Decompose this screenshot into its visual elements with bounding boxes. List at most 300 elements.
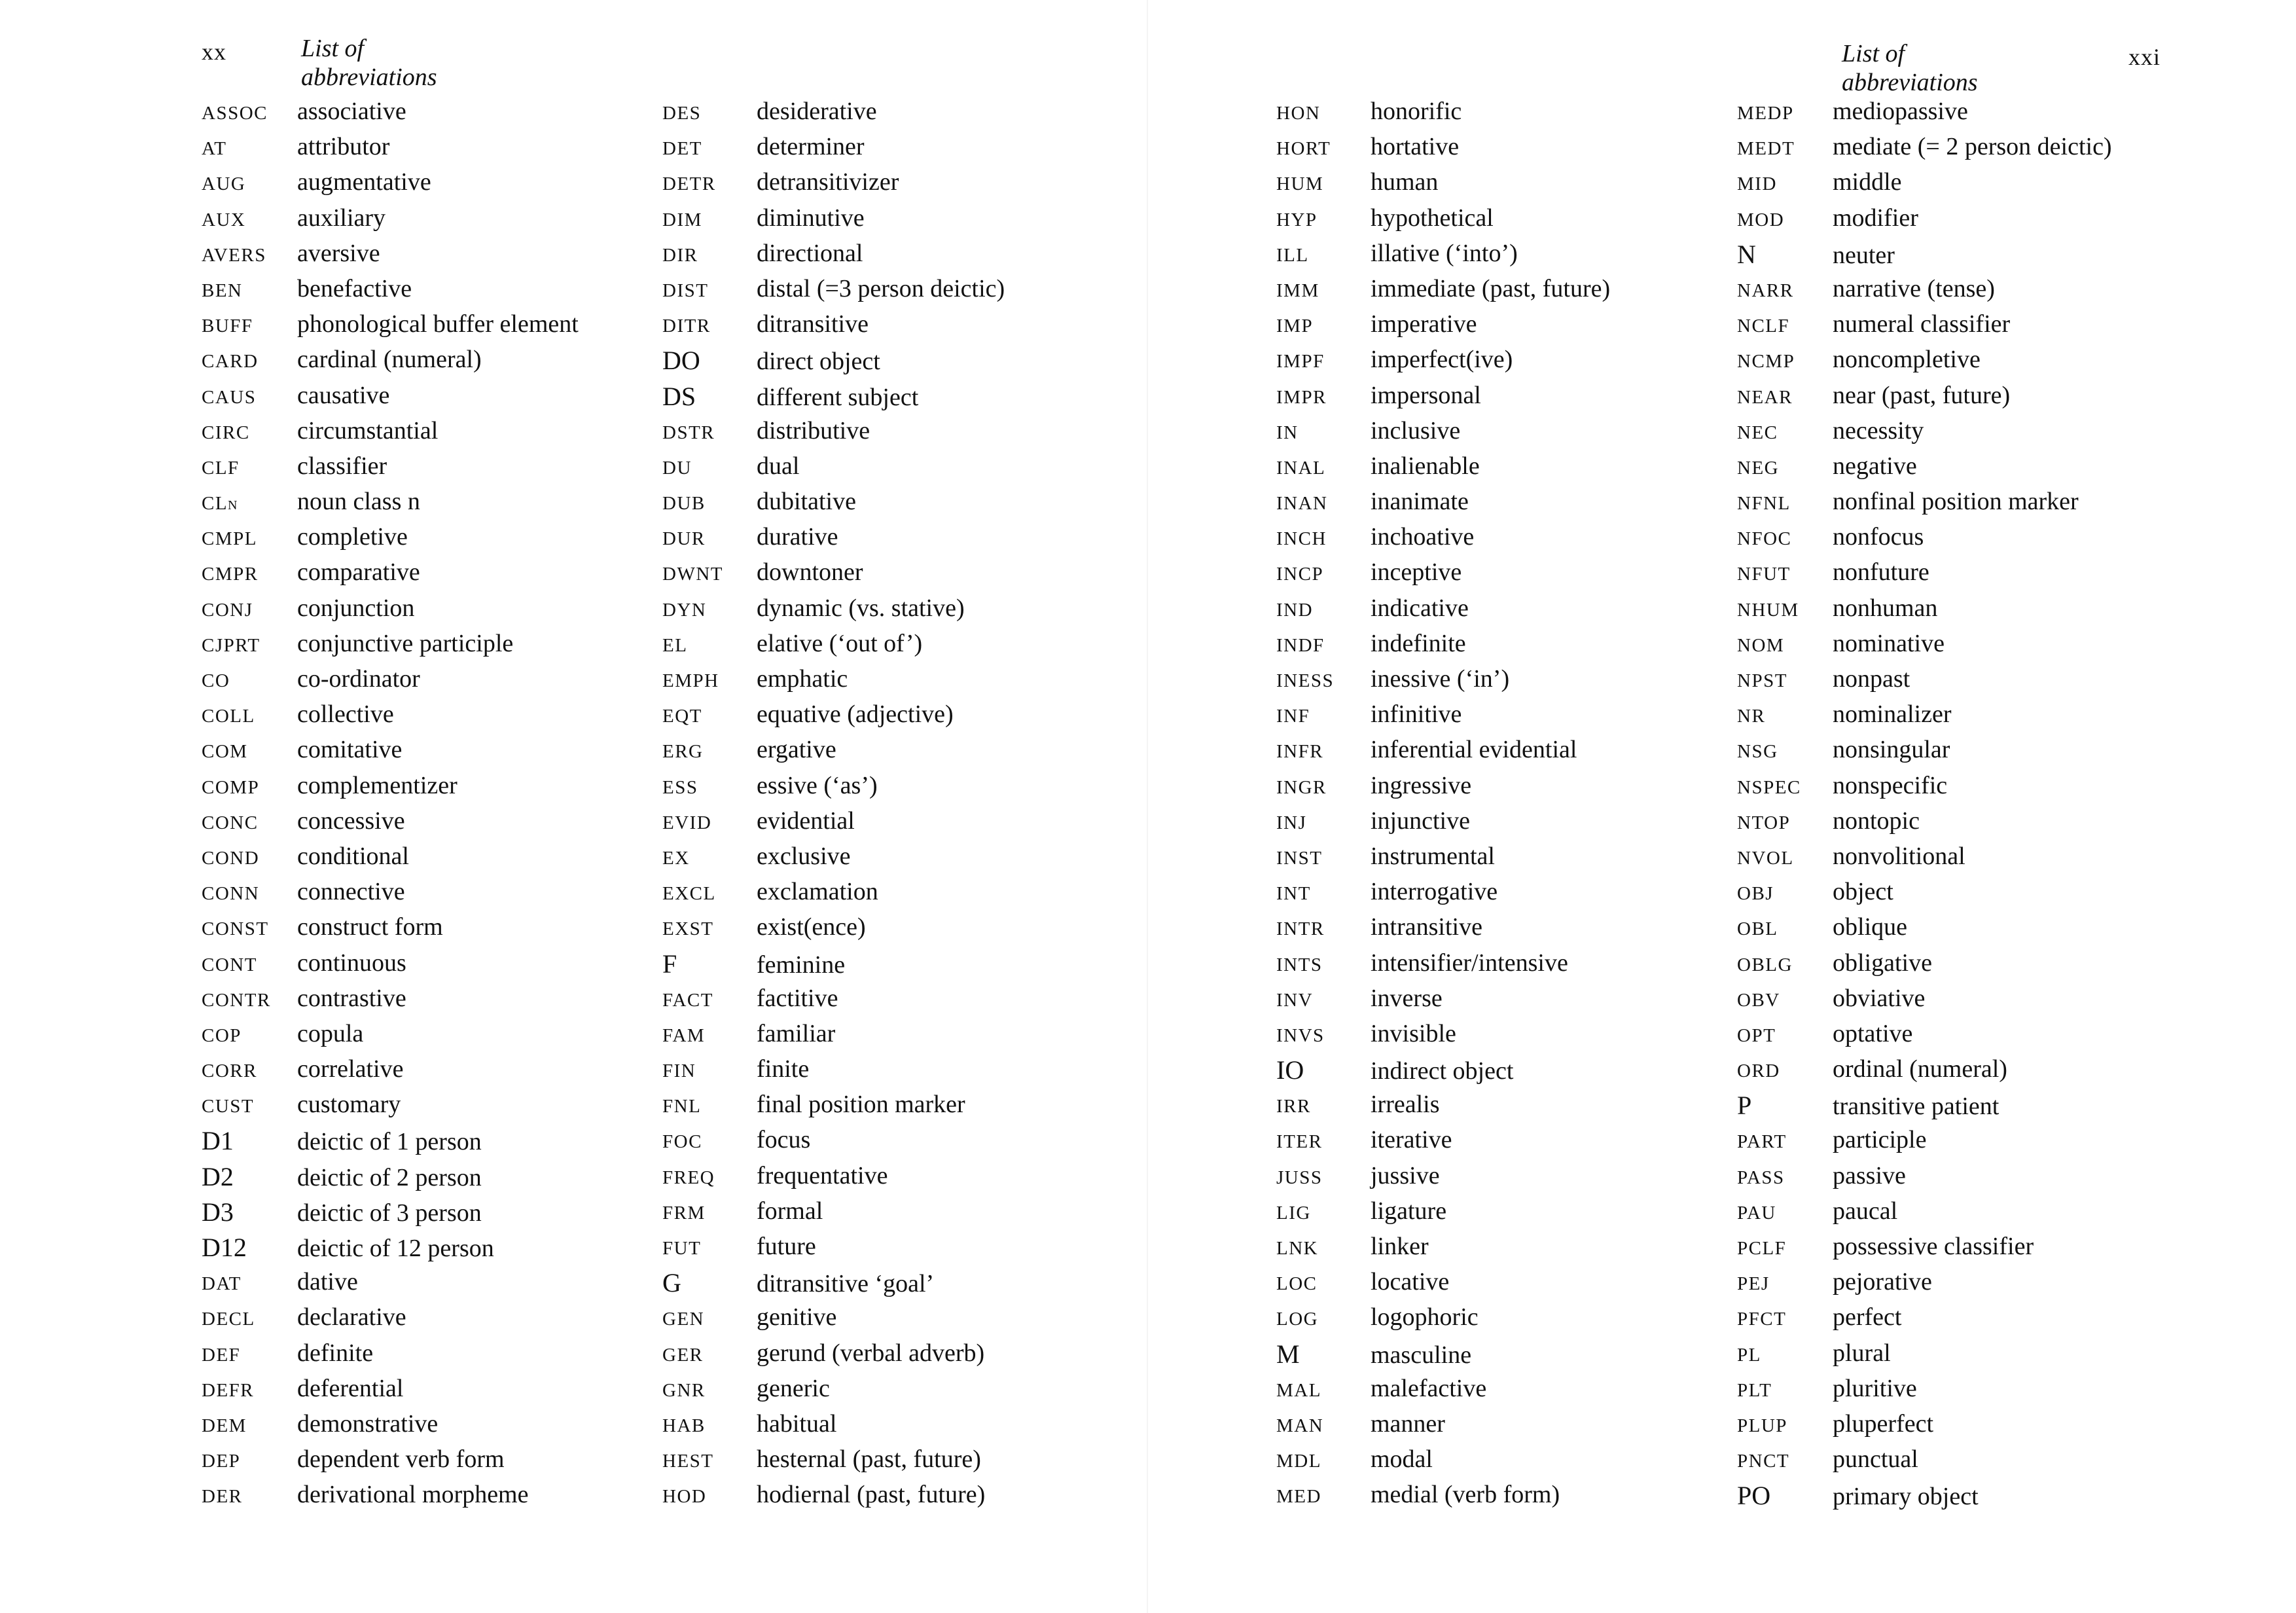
gloss: ergative (757, 736, 836, 764)
gloss: neuter (1833, 241, 1895, 269)
abbreviation: MDL (1276, 1451, 1321, 1472)
abbreviation: DWNT (662, 564, 723, 585)
abbreviation: FAM (662, 1024, 706, 1046)
gloss: hypothetical (1371, 204, 1494, 232)
gloss: middle (1833, 168, 1902, 196)
gloss: construct form (297, 913, 443, 941)
abbreviation: NVOL (1737, 847, 1794, 869)
gloss: indicative (1371, 594, 1469, 622)
gloss: obviative (1833, 984, 1926, 1012)
abbreviation: DEF (202, 1344, 241, 1366)
abbreviation-entry (1276, 239, 1610, 274)
gloss: hodiernal (past, future) (757, 1481, 986, 1509)
abbreviation-entry (662, 239, 1005, 274)
gloss: direct object (757, 348, 880, 376)
gloss: dual (757, 452, 800, 480)
gloss: pluperfect (1833, 1409, 1934, 1438)
abbreviation-entry (1737, 735, 2112, 770)
abbreviation: AVERS (202, 244, 266, 266)
abbreviation-entry (1737, 806, 2112, 842)
gloss: imperative (1371, 310, 1477, 338)
gloss: manner (1371, 1409, 1445, 1438)
abbreviation-entry (662, 949, 1005, 984)
abbreviation-entry (662, 1339, 1005, 1374)
gloss: conjunctive participle (297, 629, 514, 657)
abbreviation: INT (1276, 883, 1311, 905)
abbreviation: LOG (1276, 1309, 1319, 1330)
abbreviation: CONST (202, 918, 269, 940)
abbreviation: P (1737, 1091, 1752, 1121)
abbreviation-entry (202, 806, 579, 842)
abbreviation: DYN (662, 599, 707, 621)
abbreviation-entry (1276, 1232, 1610, 1267)
gloss: malefactive (1371, 1374, 1487, 1402)
abbreviation-entry (1737, 1445, 2112, 1480)
gloss: familiar (757, 1019, 836, 1047)
gloss: declarative (297, 1303, 406, 1332)
abbreviation-entry (1276, 168, 1610, 203)
abbreviation-entry (662, 522, 1005, 558)
gloss: dative (297, 1268, 358, 1296)
abbreviation: INF (1276, 706, 1310, 727)
abbreviation: PLUP (1737, 1415, 1787, 1436)
abbreviation-entry (662, 168, 1005, 203)
abbreviation-entry (202, 1197, 579, 1232)
abbreviation-entry (202, 771, 579, 806)
abbreviation-entry (1737, 1197, 2112, 1232)
abbreviation-entry (1276, 1339, 1610, 1374)
abbreviation: INCP (1276, 564, 1324, 585)
abbreviation: NCLF (1737, 316, 1790, 337)
abbreviation: OPT (1737, 1024, 1776, 1046)
abbreviation: DEM (202, 1415, 247, 1436)
gloss: nontopic (1833, 806, 1920, 835)
abbreviation: HEST (662, 1451, 714, 1472)
abbreviation: PASS (1737, 1167, 1785, 1188)
gloss: intensifier/intensive (1371, 949, 1568, 977)
abbreviation: D3 (202, 1197, 234, 1227)
gloss: possessive classifier (1833, 1233, 2034, 1260)
abbreviation: M (1276, 1339, 1300, 1369)
gloss: diminutive (757, 204, 865, 232)
abbreviation-entry (662, 1197, 1005, 1232)
abbreviation-entry (202, 1303, 579, 1338)
gloss: comitative (297, 736, 403, 764)
abbreviation-entry (1276, 629, 1610, 664)
gloss: mediate (= 2 person deictic) (1833, 133, 2112, 161)
abbreviation-entry (1737, 1339, 2112, 1374)
abbreviation-entry (1276, 204, 1610, 239)
abbreviation-entry (662, 594, 1005, 629)
abbreviation: DETR (662, 173, 716, 195)
gloss: oblique (1833, 913, 1907, 941)
gloss: factitive (757, 984, 838, 1012)
abbreviation: GEN (662, 1309, 705, 1330)
abbreviation-entry (662, 1480, 1005, 1515)
abbreviation-entry (1276, 1125, 1610, 1161)
abbreviation-entry (202, 204, 579, 239)
abbreviation-entry (1276, 558, 1610, 593)
abbreviation-entry (662, 1019, 1005, 1055)
abbreviation: COP (202, 1024, 242, 1046)
abbreviation-entry (1276, 913, 1610, 948)
gloss: perfect (1833, 1303, 1902, 1332)
abbreviation: NEG (1737, 457, 1780, 479)
gloss: necessity (1833, 416, 1924, 444)
abbreviation-entry (1737, 381, 2112, 416)
abbreviation-entry (1737, 842, 2112, 877)
gloss: primary object (1833, 1483, 1979, 1511)
gloss: jussive (1371, 1161, 1440, 1189)
abbreviation-entry (1276, 132, 1610, 168)
abbreviation-entry (202, 381, 579, 416)
abbreviation-entry (1276, 594, 1610, 629)
gloss: nominative (1833, 629, 1945, 657)
abbreviation-entry (202, 1019, 579, 1055)
gloss: immediate (past, future) (1371, 274, 1611, 302)
abbreviation-entry (1737, 168, 2112, 203)
abbreviation: PFCT (1737, 1309, 1787, 1330)
gloss: associative (297, 98, 406, 125)
gloss: noncompletive (1833, 346, 1981, 374)
abbreviation-entry (202, 1090, 579, 1125)
abbreviation-column-1 (202, 97, 579, 1516)
gloss: irrealis (1371, 1091, 1440, 1119)
gloss: final position marker (757, 1091, 965, 1119)
abbreviation: NHUM (1737, 599, 1799, 621)
abbreviation-entry (1737, 416, 2112, 452)
abbreviation: HOD (662, 1486, 707, 1508)
abbreviation: DET (662, 138, 702, 160)
abbreviation-entry (202, 452, 579, 487)
abbreviation: G (662, 1268, 681, 1298)
gloss: customary (297, 1091, 401, 1119)
abbreviation-entry (202, 1409, 579, 1445)
abbreviation: EX (662, 847, 690, 869)
abbreviation: HON (1276, 103, 1321, 124)
abbreviation-entry (662, 771, 1005, 806)
left-running-head: List of abbreviations (301, 35, 437, 91)
abbreviation: LIG (1276, 1202, 1311, 1223)
abbreviation-entry (1276, 664, 1610, 700)
abbreviation-entry (1276, 310, 1610, 345)
abbreviation-entry (1276, 345, 1610, 380)
abbreviation-entry (1276, 1197, 1610, 1232)
abbreviation-entry (662, 381, 1005, 416)
abbreviation-entry (662, 735, 1005, 770)
gloss: pluritive (1833, 1374, 1917, 1402)
gloss: infinitive (1371, 700, 1462, 729)
abbreviation-entry (1276, 735, 1610, 770)
abbreviation: DES (662, 103, 702, 124)
abbreviation: HAB (662, 1415, 706, 1436)
abbreviation-entry (1737, 204, 2112, 239)
abbreviation-entry (662, 629, 1005, 664)
gloss: nonfinal position marker (1833, 488, 2079, 516)
abbreviation: EL (662, 634, 688, 656)
gloss: genitive (757, 1303, 837, 1332)
abbreviation-entry (662, 1090, 1005, 1125)
abbreviation: PCLF (1737, 1238, 1787, 1259)
abbreviation-entry (1276, 1267, 1610, 1303)
abbreviation: INAL (1276, 457, 1326, 479)
abbreviation-entry (1737, 1161, 2112, 1197)
gloss: imperfect(ive) (1371, 346, 1513, 374)
abbreviation: FIN (662, 1060, 696, 1082)
abbreviation-entry (662, 416, 1005, 452)
abbreviation-entry (1737, 97, 2112, 132)
abbreviation: IMM (1276, 280, 1319, 301)
abbreviation: CO (202, 670, 230, 691)
gloss: logophoric (1371, 1303, 1479, 1332)
abbreviation-entry (202, 168, 579, 203)
gloss: future (757, 1233, 816, 1260)
abbreviation: OBLG (1737, 954, 1793, 975)
gloss: frequentative (757, 1161, 888, 1189)
gloss: formal (757, 1197, 823, 1225)
abbreviation: DEP (202, 1451, 241, 1472)
abbreviation-entry (662, 1445, 1005, 1480)
gloss: distributive (757, 416, 870, 444)
gloss: causative (297, 381, 390, 409)
abbreviation: ORD (1737, 1060, 1780, 1082)
abbreviation-entry (662, 97, 1005, 132)
abbreviation-entry (202, 1125, 579, 1161)
abbreviation-entry (1276, 452, 1610, 487)
abbreviation-entry (1276, 1409, 1610, 1445)
gloss: inalienable (1371, 452, 1480, 480)
gloss: gerund (verbal adverb) (757, 1339, 985, 1367)
abbreviation: DAT (202, 1273, 242, 1295)
abbreviation: NSG (1737, 741, 1778, 763)
gloss: augmentative (297, 168, 431, 196)
gloss: derivational morpheme (297, 1481, 529, 1509)
abbreviation: CONC (202, 812, 259, 833)
gloss: inferential evidential (1371, 736, 1577, 764)
gloss: ditransitive (757, 310, 869, 338)
gloss: finite (757, 1055, 810, 1083)
gloss: invisible (1371, 1019, 1456, 1047)
abbreviation-entry (202, 984, 579, 1019)
abbreviation: NFOC (1737, 528, 1792, 550)
abbreviation-entry (202, 1232, 579, 1267)
abbreviation: DSTR (662, 422, 715, 443)
abbreviation-entry (1737, 700, 2112, 735)
abbreviation: GNR (662, 1379, 706, 1401)
abbreviation: N (1737, 239, 1756, 269)
abbreviation-entry (202, 664, 579, 700)
abbreviation: HUM (1276, 173, 1324, 195)
abbreviation: EQT (662, 706, 702, 727)
abbreviation-entry (202, 132, 579, 168)
abbreviation-entry (202, 1055, 579, 1090)
abbreviation: FNL (662, 1096, 702, 1117)
abbreviation-entry (662, 1232, 1005, 1267)
abbreviation: INESS (1276, 670, 1335, 691)
abbreviation: ERG (662, 741, 704, 763)
abbreviation: BUFF (202, 316, 253, 337)
abbreviation-entry (202, 310, 579, 345)
gloss: participle (1833, 1126, 1927, 1154)
abbreviation-entry (1276, 806, 1610, 842)
gloss: near (past, future) (1833, 381, 2011, 409)
abbreviation-entry (1737, 345, 2112, 380)
abbreviation: NOM (1737, 634, 1785, 656)
gloss: collective (297, 700, 394, 729)
abbreviation-entry (1276, 1303, 1610, 1338)
abbreviation: NPST (1737, 670, 1787, 691)
gloss: hortative (1371, 133, 1460, 161)
gloss: habitual (757, 1409, 837, 1438)
abbreviation: CLn (202, 493, 239, 515)
abbreviation: IMPF (1276, 351, 1325, 372)
abbreviation: AT (202, 138, 227, 160)
gloss: locative (1371, 1268, 1450, 1296)
abbreviation: MEDT (1737, 138, 1795, 160)
abbreviation-entry (1737, 771, 2112, 806)
gloss: mediopassive (1833, 98, 1968, 125)
gloss: cardinal (numeral) (297, 346, 482, 374)
gloss: modal (1371, 1445, 1433, 1474)
abbreviation-entry (662, 1374, 1005, 1409)
gloss: detransitivizer (757, 168, 899, 196)
gloss: deictic of 2 person (297, 1163, 482, 1191)
abbreviation-entry (1737, 1090, 2112, 1125)
abbreviation: CJPRT (202, 634, 260, 656)
abbreviation: ITER (1276, 1131, 1323, 1153)
abbreviation-column-3 (1276, 97, 1610, 1516)
abbreviation-entry (1276, 1480, 1610, 1515)
abbreviation-entry (662, 700, 1005, 735)
abbreviation: DUB (662, 493, 706, 515)
abbreviation-entry (202, 842, 579, 877)
gloss: exclamation (757, 878, 878, 906)
gloss: auxiliary (297, 204, 386, 232)
abbreviation-entry (202, 877, 579, 913)
abbreviation-entry (1276, 1374, 1610, 1409)
right-page (1148, 0, 2296, 1613)
abbreviation: OBV (1737, 989, 1780, 1011)
abbreviation: MEDP (1737, 103, 1794, 124)
abbreviation-entry (1737, 664, 2112, 700)
gloss: narrative (tense) (1833, 274, 1995, 302)
abbreviation-entry (1737, 132, 2112, 168)
gloss: iterative (1371, 1126, 1452, 1154)
gloss: noun class n (297, 488, 420, 516)
abbreviation-entry (1737, 274, 2112, 310)
gloss: completive (297, 523, 408, 551)
abbreviation-entry (1276, 771, 1610, 806)
gloss: hesternal (past, future) (757, 1445, 981, 1474)
gloss: durative (757, 523, 838, 551)
gloss: nonpast (1833, 665, 1910, 693)
abbreviation: JUSS (1276, 1167, 1323, 1188)
gloss: human (1371, 168, 1439, 196)
gloss: continuous (297, 949, 406, 977)
gloss: medial (verb form) (1371, 1481, 1560, 1509)
abbreviation: COMP (202, 776, 260, 798)
abbreviation-entry (662, 1055, 1005, 1090)
abbreviation: DEFR (202, 1379, 255, 1401)
gloss: connective (297, 878, 405, 906)
gloss: passive (1833, 1161, 1906, 1189)
abbreviation-entry (1737, 1055, 2112, 1090)
abbreviation: IMP (1276, 316, 1314, 337)
abbreviation: LNK (1276, 1238, 1319, 1259)
abbreviation: INAN (1276, 493, 1328, 515)
abbreviation: PO (1737, 1481, 1771, 1511)
gloss: exist(ence) (757, 913, 866, 941)
left-folio: xx (202, 39, 226, 65)
gloss: co-ordinator (297, 665, 420, 693)
abbreviation: COLL (202, 706, 255, 727)
abbreviation: OBL (1737, 918, 1778, 940)
abbreviation-entry (662, 204, 1005, 239)
gloss: optative (1833, 1019, 1913, 1047)
abbreviation: DITR (662, 316, 711, 337)
gloss: injunctive (1371, 806, 1470, 835)
abbreviation-entry (202, 1445, 579, 1480)
abbreviation-entry (202, 487, 579, 522)
abbreviation: DUR (662, 528, 706, 550)
gloss: inverse (1371, 984, 1443, 1012)
abbreviation: PAU (1737, 1202, 1776, 1223)
gloss: paucal (1833, 1197, 1898, 1225)
abbreviation-entry (1737, 558, 2112, 593)
abbreviation: BEN (202, 280, 243, 301)
gloss: determiner (757, 133, 865, 161)
abbreviation: AUX (202, 209, 246, 230)
abbreviation-entry (1737, 452, 2112, 487)
gloss: contrastive (297, 984, 406, 1012)
abbreviation-entry (1276, 1019, 1610, 1055)
abbreviation: PART (1737, 1131, 1787, 1153)
abbreviation-entry (1737, 594, 2112, 629)
abbreviation: OBJ (1737, 883, 1774, 905)
abbreviation-entry (1276, 274, 1610, 310)
abbreviation: DU (662, 457, 692, 479)
abbreviation-entry (1276, 877, 1610, 913)
abbreviation-entry (1276, 416, 1610, 452)
abbreviation-entry (1276, 842, 1610, 877)
abbreviation-entry (1737, 1019, 2112, 1055)
gloss: dubitative (757, 488, 856, 516)
abbreviation: CARD (202, 351, 259, 372)
abbreviation: CIRC (202, 422, 250, 443)
gloss: deictic of 3 person (297, 1199, 482, 1227)
abbreviation-entry (202, 239, 579, 274)
abbreviation: GER (662, 1344, 704, 1366)
abbreviation: FRM (662, 1202, 706, 1223)
gloss: inanimate (1371, 488, 1469, 516)
abbreviation: DO (662, 346, 700, 376)
abbreviation-column-4 (1737, 97, 2112, 1516)
gloss: definite (297, 1339, 374, 1367)
gloss: correlative (297, 1055, 404, 1083)
gloss: object (1833, 878, 1893, 906)
abbreviation: NEC (1737, 422, 1778, 443)
gloss: nonfocus (1833, 523, 1924, 551)
abbreviation: PL (1737, 1344, 1761, 1366)
gloss: punctual (1833, 1445, 1918, 1474)
abbreviation: MAL (1276, 1379, 1321, 1401)
abbreviation-entry (202, 1480, 579, 1515)
abbreviation: COM (202, 741, 248, 763)
abbreviation: CUST (202, 1096, 255, 1117)
abbreviation: INVS (1276, 1024, 1325, 1046)
gloss: attributor (297, 133, 390, 161)
abbreviation-entry (1276, 487, 1610, 522)
